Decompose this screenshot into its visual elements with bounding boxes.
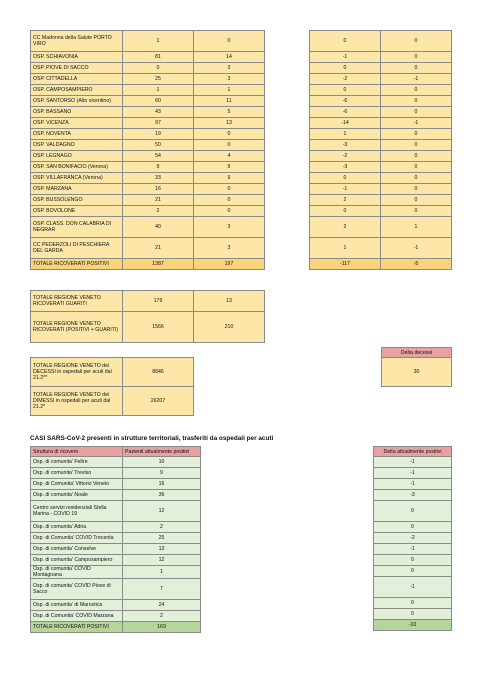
- positive-delta: -2: [374, 533, 452, 544]
- total-delta: -117: [310, 259, 381, 270]
- hospital-value: 54: [123, 151, 194, 162]
- hospital-delta-row: [310, 184, 452, 195]
- territorial-row: [31, 490, 201, 501]
- territorial-delta-row: [374, 544, 452, 555]
- territorial-row: [31, 566, 201, 579]
- hospital-delta-row: [310, 118, 452, 129]
- hospital-delta: 0: [381, 96, 452, 107]
- column-header: Delta attualmente positivi: [374, 447, 452, 457]
- territorial-row: [31, 544, 201, 555]
- hospital-name: OSP. BOVOLONE: [31, 206, 123, 217]
- delta-deaths-header: Delta decessi: [382, 348, 452, 358]
- hospital-value: 0: [194, 206, 265, 217]
- hospital-row: [31, 162, 265, 173]
- territorial-delta-total-row: [374, 620, 452, 631]
- hospital-row: [31, 96, 265, 107]
- territorial-row: [31, 555, 201, 566]
- hospital-name: OSP. SAN BONIFACIO (Verona): [31, 162, 123, 173]
- hospital-delta: 2: [310, 195, 381, 206]
- hospital-value: 0: [194, 184, 265, 195]
- positive-count: 1: [123, 566, 201, 579]
- total-label: TOTALE RICOVERATI POSITIVI: [31, 622, 123, 633]
- total-delta: -5: [381, 259, 452, 270]
- positive-delta: -1: [374, 544, 452, 555]
- delta-deaths-table: [381, 347, 452, 387]
- structure-name: Osp. di comunita' di Marostica: [31, 600, 123, 611]
- hospital-name: OSP. SANTORSO (Alto vicentino): [31, 96, 123, 107]
- structure-name: Osp. di comunita' Treviso: [31, 468, 123, 479]
- structure-name: Osp. di comunita' Conselve: [31, 544, 123, 555]
- hospital-delta: 0: [381, 195, 452, 206]
- territorial-row: [31, 457, 201, 468]
- hospital-delta: 0: [381, 140, 452, 151]
- hospital-table: [30, 30, 265, 270]
- territorial-delta-row: [374, 577, 452, 598]
- hospital-delta: -1: [381, 118, 452, 129]
- hospital-row: [31, 118, 265, 129]
- positive-delta: 0: [374, 566, 452, 577]
- hospital-name: OSP. BUSSOLENGO: [31, 195, 123, 206]
- territorial-delta-row: [374, 522, 452, 533]
- hospital-delta-row: [310, 151, 452, 162]
- positive-count: 13: [123, 544, 201, 555]
- hospital-value: 0: [123, 63, 194, 74]
- positive-count: 7: [123, 579, 201, 600]
- positive-count: 12: [123, 501, 201, 522]
- hospital-delta-row: [310, 31, 452, 52]
- hospital-row: [31, 107, 265, 118]
- hospital-delta: -6: [310, 96, 381, 107]
- hospital-delta-row: [310, 63, 452, 74]
- hospital-value: 11: [194, 96, 265, 107]
- hospital-delta: -1: [381, 238, 452, 259]
- positive-delta: 0: [374, 609, 452, 620]
- hospital-value: 16: [123, 184, 194, 195]
- deaths-row: [31, 358, 194, 387]
- hospital-delta: 0: [310, 63, 381, 74]
- hospital-row: [31, 129, 265, 140]
- hospital-row: [31, 140, 265, 151]
- deaths-discharged-table: [30, 357, 194, 416]
- hospital-value: 60: [123, 96, 194, 107]
- discharged-value: 26207: [123, 387, 194, 416]
- territorial-delta-row: [374, 490, 452, 501]
- hospital-delta: 0: [381, 52, 452, 63]
- positive-count: 36: [123, 490, 201, 501]
- region-summary-row: [31, 291, 265, 312]
- territorial-header-row: [31, 447, 201, 457]
- positive-delta: -1: [374, 457, 452, 468]
- hospital-delta-row: [310, 140, 452, 151]
- structure-name: Osp. di comunita' Camposampiero: [31, 555, 123, 566]
- hospital-row: [31, 173, 265, 184]
- structure-name: Osp. di comunita' Adria: [31, 522, 123, 533]
- hospital-value: 19: [123, 129, 194, 140]
- hospital-value: 1: [194, 85, 265, 96]
- hospital-delta: -6: [310, 107, 381, 118]
- hospital-value: 40: [123, 217, 194, 238]
- hospital-value: 9: [123, 162, 194, 173]
- positive-count: 12: [123, 555, 201, 566]
- hospital-name: OSP. CITTADELLA: [31, 74, 123, 85]
- hospital-row: [31, 238, 265, 259]
- positive-count: 16: [123, 479, 201, 490]
- hospital-value: 9: [194, 173, 265, 184]
- hospital-name: CC Madonna della Salute PORTO VIRO: [31, 31, 123, 52]
- hospital-delta-row: [310, 162, 452, 173]
- positive-delta: 0: [374, 555, 452, 566]
- column-header: Pazienti attualmente positivi: [123, 447, 201, 457]
- hospital-delta: 0: [310, 173, 381, 184]
- hospital-delta: 0: [381, 63, 452, 74]
- hospital-delta: 0: [381, 162, 452, 173]
- hospital-value: 2: [123, 206, 194, 217]
- hospital-value: 81: [123, 52, 194, 63]
- hospital-value: 43: [123, 107, 194, 118]
- hospital-row: [31, 195, 265, 206]
- territorial-delta-row: [374, 566, 452, 577]
- region-value: 1566: [123, 312, 194, 343]
- hospital-value: 1: [123, 85, 194, 96]
- hospital-delta: -3: [310, 140, 381, 151]
- hospital-name: OSP. VILLAFRANCA (Verona): [31, 173, 123, 184]
- territorial-delta-row: [374, 457, 452, 468]
- region-label: TOTALE REGIONE VENETO RICOVERATI (POSITIVI + GUARITI): [31, 312, 123, 343]
- deaths-value: 8846: [123, 358, 194, 387]
- hospital-delta: 0: [310, 206, 381, 217]
- hospital-row: [31, 52, 265, 63]
- hospital-name: OSP. BASSANO: [31, 107, 123, 118]
- hospital-delta: -1: [381, 74, 452, 85]
- region-value: 179: [123, 291, 194, 312]
- discharged-label: TOTALE REGIONE VENETO dei DIMESSI in ospedali per acuti dal 21.2*: [31, 387, 123, 416]
- total-value: 169: [123, 622, 201, 633]
- hospital-value: 0: [194, 31, 265, 52]
- hospital-row: [31, 217, 265, 238]
- hospital-value: 3: [194, 217, 265, 238]
- total-value: 1387: [123, 259, 194, 270]
- hospital-row: [31, 85, 265, 96]
- hospital-delta: 0: [381, 173, 452, 184]
- hospital-total-row: [31, 259, 265, 270]
- structure-name: Osp. di Comunita' Vittorio Veneto: [31, 479, 123, 490]
- hospital-delta-total-row: [310, 259, 452, 270]
- structure-name: Osp. di comunita' COVID Piove di Sacco: [31, 579, 123, 600]
- hospital-name: OSP. NOVENTA: [31, 129, 123, 140]
- hospital-name: OSP. SCHIAVONIA: [31, 52, 123, 63]
- hospital-delta-row: [310, 52, 452, 63]
- hospital-row: [31, 206, 265, 217]
- territorial-row: [31, 468, 201, 479]
- hospital-row: [31, 184, 265, 195]
- territorial-table: [30, 446, 201, 633]
- structure-name: Centro servizi residenziali Stella Marina - COVID 19: [31, 501, 123, 522]
- hospital-value: 4: [194, 151, 265, 162]
- total-value: 197: [194, 259, 265, 270]
- hospital-delta: 0: [310, 85, 381, 96]
- hospital-value: 97: [123, 118, 194, 129]
- territorial-row: [31, 579, 201, 600]
- positive-count: 25: [123, 533, 201, 544]
- hospital-name: OSP. PIOVE DI SACCO: [31, 63, 123, 74]
- hospital-delta: 0: [381, 206, 452, 217]
- hospital-value: 1: [123, 31, 194, 52]
- hospital-name: CC PEDERZOLI DI PESCHIERA DEL GARDA: [31, 238, 123, 259]
- territorial-row: [31, 522, 201, 533]
- hospital-delta: 0: [381, 85, 452, 96]
- territorial-total-row: [31, 622, 201, 633]
- region-summary-row: [31, 312, 265, 343]
- region-summary-table: [30, 290, 265, 343]
- delta-deaths-value: 30: [382, 358, 452, 387]
- hospital-name: OSP. MARZANA: [31, 184, 123, 195]
- hospital-delta: 1: [310, 129, 381, 140]
- hospital-delta: 0: [381, 31, 452, 52]
- hospital-value: 21: [123, 238, 194, 259]
- hospital-delta: 0: [381, 151, 452, 162]
- territorial-row: [31, 611, 201, 622]
- hospital-name: OSP. VALDAGNO: [31, 140, 123, 151]
- positive-delta: -1: [374, 577, 452, 598]
- hospital-name: OSP. LEGNAGO: [31, 151, 123, 162]
- hospital-delta: -1: [310, 52, 381, 63]
- hospital-value: 33: [123, 173, 194, 184]
- hospital-value: 3: [194, 74, 265, 85]
- hospital-delta: 2: [310, 217, 381, 238]
- hospital-delta-row: [310, 85, 452, 96]
- hospital-delta-row: [310, 238, 452, 259]
- positive-delta: -1: [374, 468, 452, 479]
- hospital-delta-row: [310, 129, 452, 140]
- hospital-value: 0: [194, 140, 265, 151]
- region-value: 13: [194, 291, 265, 312]
- hospital-name: OSP. CLASS. DON CALABRIA DI NEGRAR: [31, 217, 123, 238]
- structure-name: Osp. di comunita' COVID Montagnana: [31, 566, 123, 579]
- hospital-delta: -2: [310, 151, 381, 162]
- hospital-value: 3: [194, 63, 265, 74]
- territorial-delta-row: [374, 501, 452, 522]
- hospital-delta: 0: [381, 107, 452, 118]
- hospital-row: [31, 74, 265, 85]
- hospital-row: [31, 31, 265, 52]
- structure-name: Osp. di comunita' Noale: [31, 490, 123, 501]
- hospital-delta: 1: [310, 238, 381, 259]
- hospital-delta-row: [310, 74, 452, 85]
- territorial-delta-table: [373, 446, 452, 631]
- structure-name: Osp. di comunita' Feltre: [31, 457, 123, 468]
- hospital-value: 9: [194, 162, 265, 173]
- hospital-value: 14: [194, 52, 265, 63]
- territorial-delta-row: [374, 609, 452, 620]
- positive-count: 2: [123, 522, 201, 533]
- hospital-delta: 1: [381, 217, 452, 238]
- positive-count: 9: [123, 468, 201, 479]
- positive-delta: 0: [374, 598, 452, 609]
- hospital-value: 3: [194, 238, 265, 259]
- hospital-delta-row: [310, 107, 452, 118]
- hospital-row: [31, 63, 265, 74]
- hospital-delta-table: [309, 30, 452, 270]
- positive-count: 10: [123, 457, 201, 468]
- hospital-name: OSP. CAMPOSAMPIERO: [31, 85, 123, 96]
- territorial-delta-row: [374, 555, 452, 566]
- hospital-delta-row: [310, 195, 452, 206]
- hospital-delta: -14: [310, 118, 381, 129]
- positive-delta: 0: [374, 501, 452, 522]
- structure-name: Osp. di Comunita' COVID Trecenta: [31, 533, 123, 544]
- hospital-value: 13: [194, 118, 265, 129]
- hospital-delta-row: [310, 173, 452, 184]
- hospital-delta-row: [310, 206, 452, 217]
- hospital-delta: 0: [310, 31, 381, 52]
- territorial-delta-row: [374, 479, 452, 490]
- region-value: 210: [194, 312, 265, 343]
- territorial-delta-row: [374, 598, 452, 609]
- deaths-label: TOTALE REGIONE VENETO dei DECESSI in ospedali per acuti dal 21.2**: [31, 358, 123, 387]
- hospital-value: 25: [123, 74, 194, 85]
- column-header: Struttura di ricovero: [31, 447, 123, 457]
- hospital-delta: -1: [310, 184, 381, 195]
- hospital-delta-row: [310, 96, 452, 107]
- territorial-title: CASI SARS-CoV-2 presenti in strutture territoriali, trasferiti da ospedali per acuti: [30, 435, 274, 442]
- territorial-delta-row: [374, 533, 452, 544]
- total-delta: -10: [374, 620, 452, 631]
- hospital-delta: -3: [310, 162, 381, 173]
- hospital-value: 50: [123, 140, 194, 151]
- structure-name: Osp. di Comunita' COVID Marzana: [31, 611, 123, 622]
- hospital-delta: 0: [381, 129, 452, 140]
- positive-delta: 0: [374, 522, 452, 533]
- hospital-delta: 0: [381, 184, 452, 195]
- positive-delta: -3: [374, 490, 452, 501]
- positive-delta: -1: [374, 479, 452, 490]
- region-label: TOTALE REGIONE VENETO RICOVERATI GUARITI: [31, 291, 123, 312]
- territorial-row: [31, 600, 201, 611]
- territorial-delta-header-row: [374, 447, 452, 457]
- hospital-value: 0: [194, 129, 265, 140]
- hospital-row: [31, 151, 265, 162]
- hospital-name: OSP. VICENZA: [31, 118, 123, 129]
- territorial-row: [31, 533, 201, 544]
- total-label: TOTALE RICOVERATI POSITIVI: [31, 259, 123, 270]
- hospital-value: 21: [123, 195, 194, 206]
- discharged-row: [31, 387, 194, 416]
- positive-count: 2: [123, 611, 201, 622]
- hospital-value: 0: [194, 195, 265, 206]
- hospital-value: 5: [194, 107, 265, 118]
- hospital-delta-row: [310, 217, 452, 238]
- territorial-delta-row: [374, 468, 452, 479]
- territorial-row: [31, 501, 201, 522]
- territorial-row: [31, 479, 201, 490]
- hospital-delta: -2: [310, 74, 381, 85]
- positive-count: 24: [123, 600, 201, 611]
